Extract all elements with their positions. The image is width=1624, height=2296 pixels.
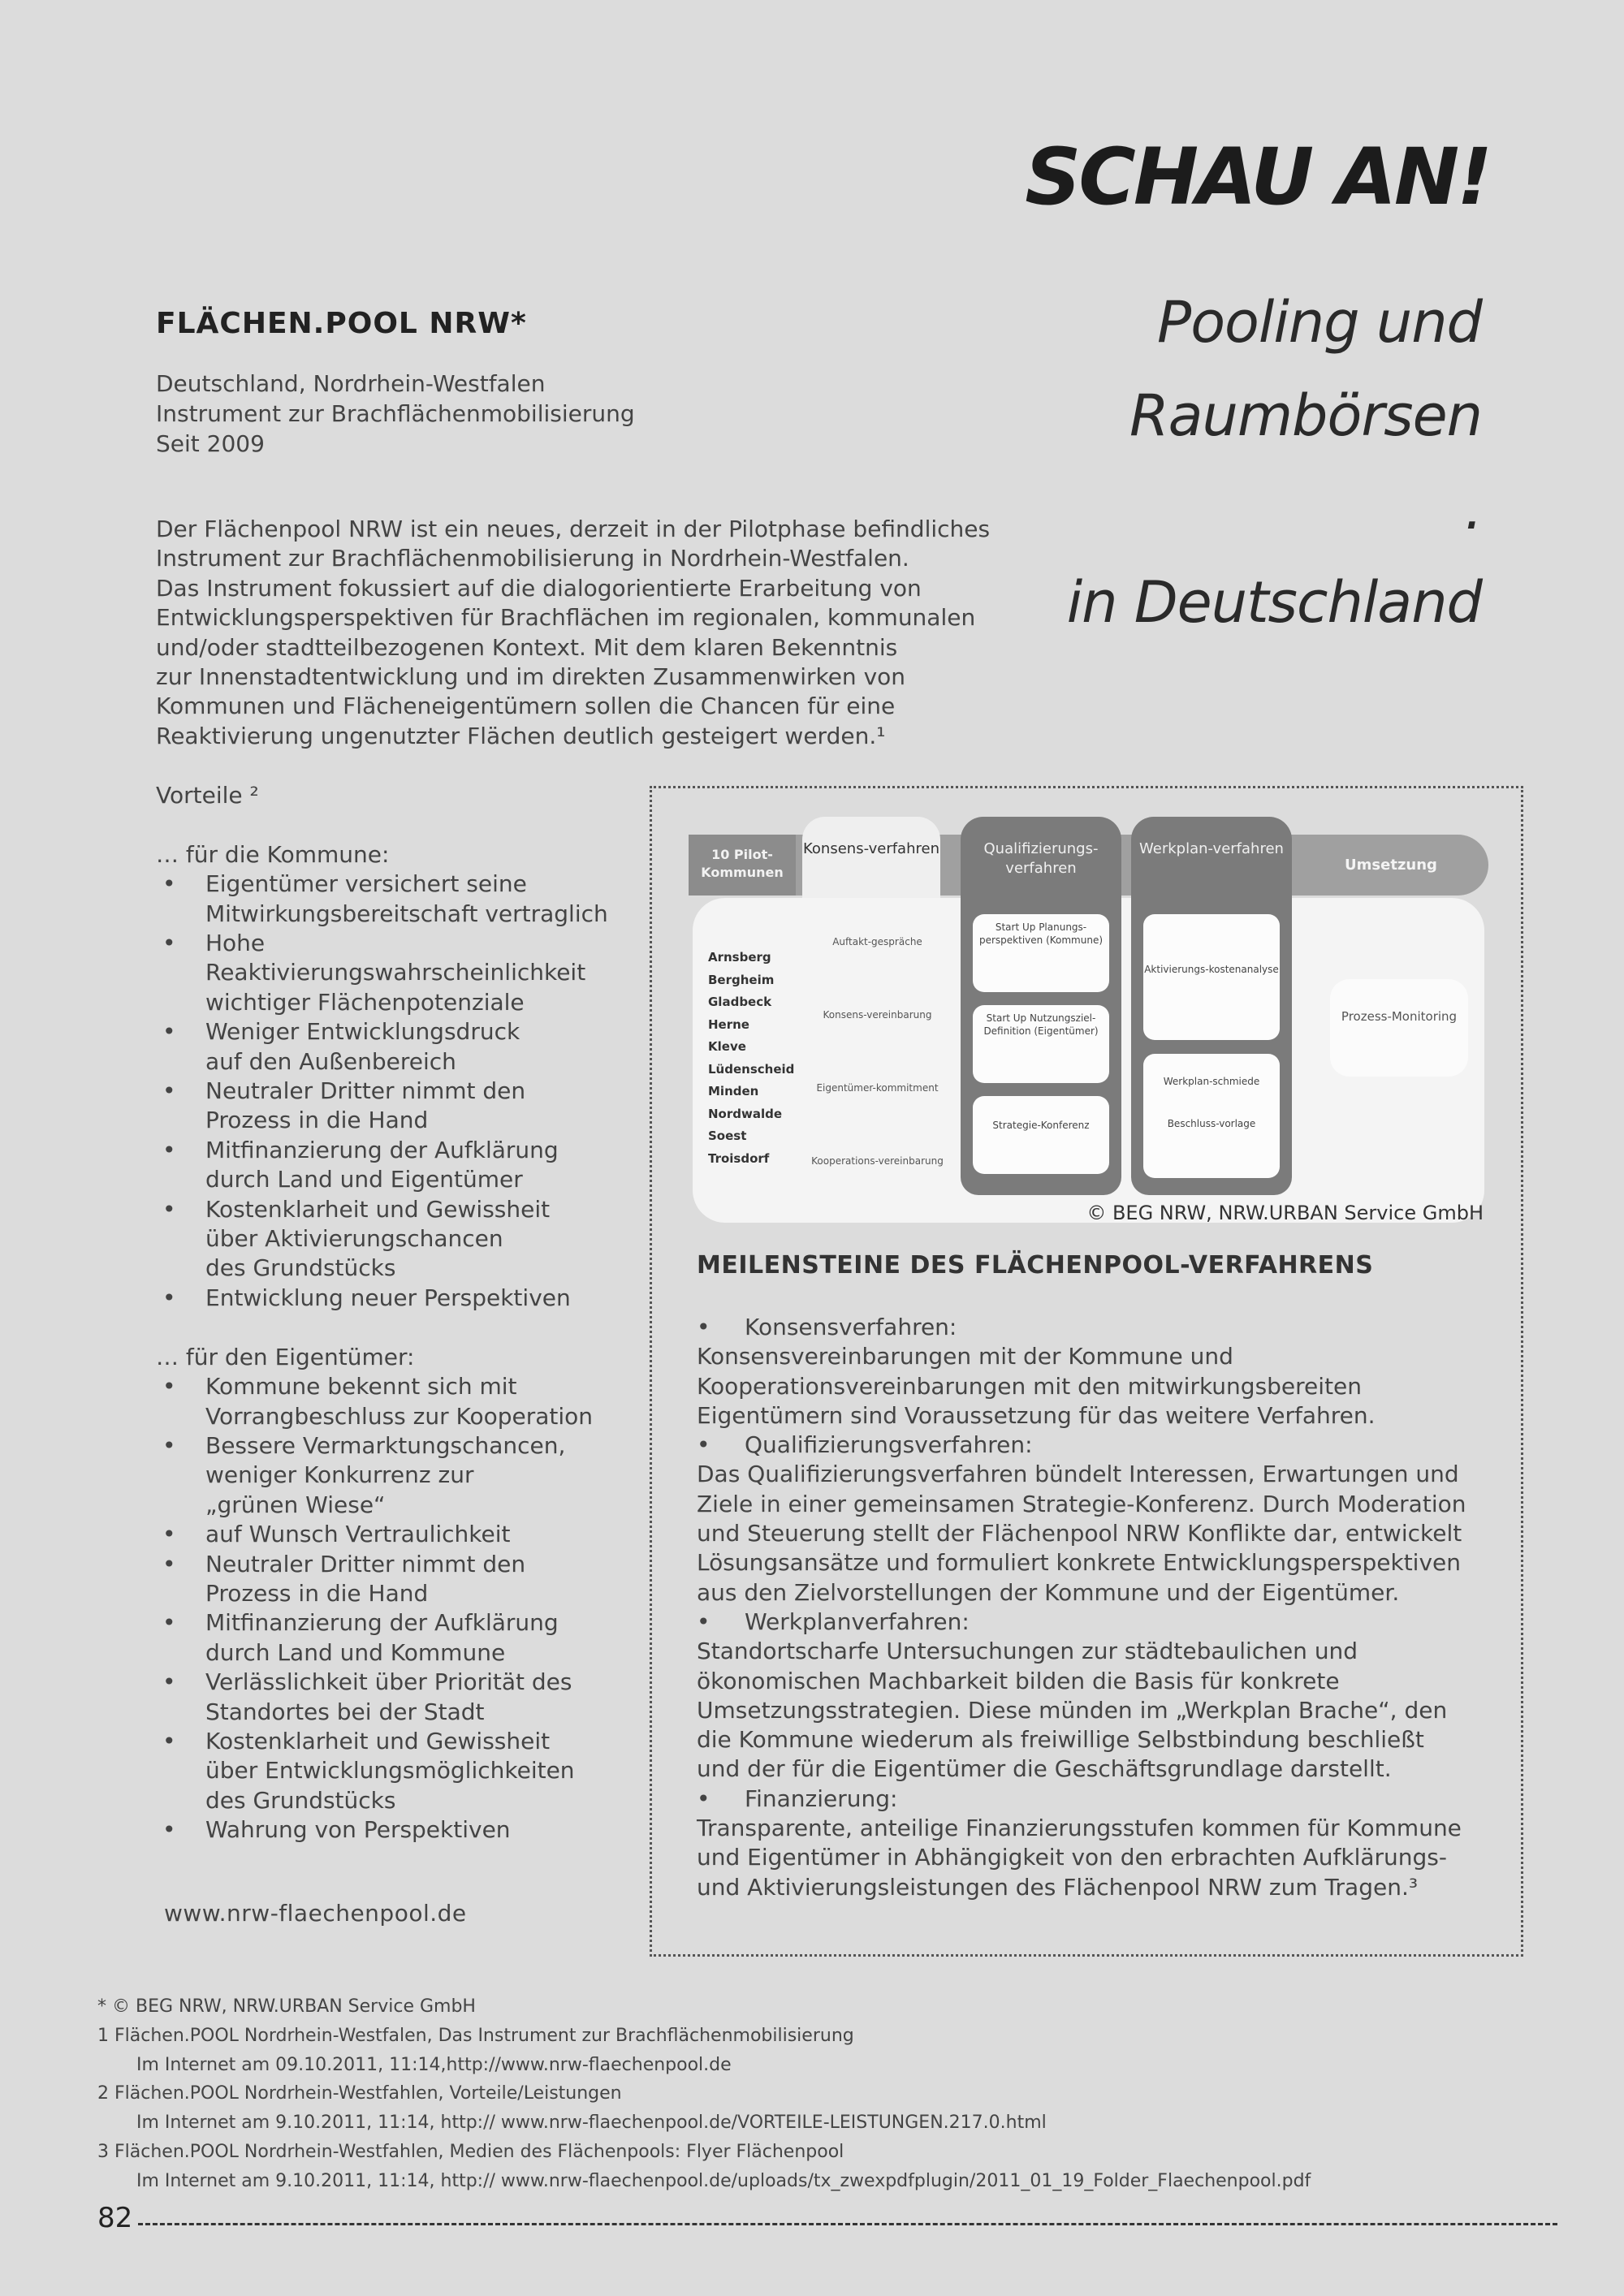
headline: SCHAU AN! — [1025, 132, 1490, 222]
advantage-line: des Grundstücks — [205, 1786, 396, 1814]
town: Bergheim — [708, 972, 775, 987]
footnote-line: 2 Flächen.POOL Nordrhein-Westfahlen, Vorteile/Leistungen — [97, 2083, 622, 2104]
town: Gladbeck — [708, 995, 772, 1009]
meta-line: Seit 2009 — [156, 430, 265, 457]
bullet-icon: • — [162, 1373, 176, 1400]
footnote-line: Im Internet am 09.10.2011, 11:14,http://www.nrw-flaechenpool.de — [136, 2054, 732, 2075]
intro-paragraph — [156, 515, 1049, 751]
kommune-heading: … für die Kommune: — [156, 840, 390, 868]
bullet-icon: • — [162, 1816, 176, 1844]
milestones-text — [697, 1313, 1501, 1902]
bullet-icon: • — [162, 1550, 176, 1577]
advantage-line: des Grundstücks — [205, 1254, 396, 1282]
milestone-line: Eigentümern sind Voraussetzung für das weitere Verfahren. — [697, 1401, 1376, 1429]
konsens-steps — [810, 922, 944, 1215]
pilot-header: 10 Pilot-Kommunen — [689, 835, 796, 896]
subtitle-line: Pooling und — [1157, 289, 1482, 356]
qualifizierung-step: Strategie-Konferenz — [973, 1096, 1109, 1174]
advantage-line: über Entwicklungsmöglichkeiten — [205, 1757, 575, 1785]
milestone-line: Ziele in einer gemeinsamen Strategie-Konferenz. Durch Moderation — [697, 1490, 1466, 1517]
town: Kleve — [708, 1039, 746, 1054]
eigentuemer-heading: … für den Eigentümer: — [156, 1343, 415, 1370]
bullet-icon: • — [162, 1668, 176, 1696]
advantage-line: wichtiger Flächenpotenziale — [205, 988, 525, 1016]
konsens-header: Konsens-verfahren — [802, 817, 940, 898]
advantage-line: Reaktivierungswahrscheinlichkeit — [205, 959, 586, 986]
advantage-line: Kostenklarheit und Gewissheit — [205, 1727, 551, 1754]
qualifizierung-header: Qualifizierungs-verfahren — [961, 817, 1121, 898]
advantage-line: Vorrangbeschluss zur Kooperation — [205, 1402, 594, 1430]
advantage-item — [156, 929, 643, 1017]
bullet-icon: • — [162, 1136, 176, 1163]
intro-line: Entwicklungsperspektiven für Brachflächen im regionalen, kommunalen — [156, 604, 976, 632]
advantage-item — [156, 870, 643, 929]
advantage-line: über Aktivierungschancen — [205, 1225, 503, 1253]
advantage-item — [156, 1815, 643, 1845]
milestone-line: und Aktivierungsleistungen des Flächenpool NRW zum Tragen.³ — [697, 1873, 1419, 1901]
bullet-icon: • — [697, 1608, 710, 1635]
subtitle — [1067, 276, 1482, 650]
subtitle-line: Raumbörsen — [1129, 382, 1482, 449]
advantage-line: Bessere Vermarktungschancen, — [205, 1431, 566, 1459]
milestone-line: und Eigentümer in Abhängigkeit von den erbrachten Aufklärungs- — [697, 1844, 1447, 1871]
bullet-icon: • — [162, 1727, 176, 1754]
kommune-list — [156, 870, 643, 1313]
advantage-line: Wahrung von Perspektiven — [205, 1816, 511, 1844]
advantage-line: Kostenklarheit und Gewissheit — [205, 1195, 551, 1223]
bullet-icon: • — [162, 1284, 176, 1311]
qualifizierung-step: Start Up Planungs-perspektiven (Kommune) — [973, 914, 1109, 992]
bullet-icon: • — [162, 930, 176, 957]
werkplan-step: Werkplan-schmiede — [1143, 1054, 1280, 1111]
advantage-item — [156, 1077, 643, 1136]
advantage-item — [156, 1550, 643, 1609]
advantage-item — [156, 1727, 643, 1815]
milestone-line: Lösungsansätze und formuliert konkrete Entwicklungsperspektiven — [697, 1549, 1461, 1577]
advantage-line: Mitwirkungsbereitschaft vertraglich — [205, 900, 608, 927]
bullet-icon: • — [697, 1785, 710, 1812]
meta-line: Deutschland, Nordrhein-Westfalen — [156, 370, 546, 397]
diagram-credit: © BEG NRW, NRW.URBAN Service GmbH — [1086, 1202, 1484, 1224]
town: Lüdenscheid — [708, 1061, 795, 1077]
milestone-line: Standortscharfe Untersuchungen zur städtebaulichen und — [697, 1638, 1358, 1665]
advantage-item — [156, 1284, 643, 1313]
umsetzung-header: Umsetzung — [1345, 857, 1437, 874]
bullet-icon: • — [697, 1431, 710, 1459]
milestone-label-text: Konsensverfahren: — [745, 1314, 957, 1340]
milestone-label-text: Qualifizierungsverfahren: — [745, 1431, 1033, 1459]
advantage-line: Prozess in die Hand — [205, 1579, 429, 1607]
advantage-item — [156, 1017, 643, 1077]
footnote-line: 1 Flächen.POOL Nordrhein-Westfalen, Das Instrument zur Brachflächenmobilisierung — [97, 2025, 854, 2046]
advantage-line: Entwicklung neuer Perspektiven — [205, 1284, 571, 1311]
konsens-step: Konsens-vereinbarung — [823, 1009, 932, 1021]
advantage-line: Neutraler Dritter nimmt den — [205, 1550, 526, 1577]
konsens-step: Kooperations-vereinbarung — [811, 1155, 944, 1167]
town: Nordwalde — [708, 1106, 783, 1121]
page-number: 82 — [97, 2202, 133, 2234]
milestone-label — [697, 1431, 1501, 1460]
intro-line: zur Innenstadtentwicklung und im direkten Zusammenwirken von — [156, 663, 906, 691]
footnote-line: Im Internet am 9.10.2011, 11:14, http:// www.nrw-flaechenpool.de/uploads/tx_zwexpdfplugin/2011_01_19_Folder_Flaechenpool.pdf — [136, 2170, 1311, 2191]
bullet-icon: • — [162, 870, 176, 898]
town: Minden — [708, 1084, 759, 1098]
konsens-step: Eigentümer-kommitment — [816, 1082, 939, 1094]
milestone-line: Das Qualifizierungsverfahren bündelt Interessen, Erwartungen und — [697, 1461, 1459, 1488]
werkplan-step: Beschluss-vorlage — [1143, 1109, 1280, 1178]
advantage-line: auf Wunsch Vertraulichkeit — [205, 1521, 511, 1548]
subtitle-line: . — [1464, 476, 1482, 542]
werkplan-header: Werkplan-verfahren — [1131, 817, 1292, 898]
milestone-line: Umsetzungsstrategien. Diese münden im „Werkplan Brache“, den — [697, 1696, 1448, 1724]
advantage-line: Neutraler Dritter nimmt den — [205, 1077, 526, 1105]
qualifizierung-step: Start Up Nutzungsziel-Definition (Eigentümer) — [973, 1005, 1109, 1083]
werkplan-step: Aktivierungs-kostenanalyse — [1143, 914, 1280, 1040]
town: Soest — [708, 1129, 747, 1143]
advantage-line: Weniger Entwicklungsdruck — [205, 1018, 520, 1046]
town: Troisdorf — [708, 1150, 770, 1166]
milestone-label — [697, 1785, 1501, 1814]
advantage-line: Hohe — [205, 930, 266, 957]
eigentuemer-list — [156, 1372, 643, 1845]
milestone-line: ökonomischen Machbarkeit bilden die Basis für konkrete — [697, 1667, 1340, 1694]
advantages-heading: Vorteile ² — [156, 782, 259, 809]
bullet-icon: • — [162, 1521, 176, 1548]
advantage-item — [156, 1372, 643, 1431]
bullet-icon: • — [162, 1431, 176, 1459]
advantage-item — [156, 1195, 643, 1284]
milestone-line: und der für die Eigentümer die Geschäftsgrundlage darstellt. — [697, 1755, 1392, 1783]
advantage-line: weniger Konkurrenz zur — [205, 1461, 474, 1489]
project-title: FLÄCHEN.POOL NRW* — [156, 307, 527, 340]
milestone-line: Kooperationsvereinbarungen mit den mitwirkungsbereiten — [697, 1372, 1363, 1400]
bullet-icon: • — [162, 1077, 176, 1105]
milestone-label — [697, 1313, 1501, 1342]
intro-line: Das Instrument fokussiert auf die dialogorientierte Erarbeitung von — [156, 574, 922, 602]
milestones-title: MEILENSTEINE DES FLÄCHENPOOL-VERFAHRENS — [697, 1251, 1374, 1280]
intro-line: Reaktivierung ungenutzter Flächen deutlich gesteigert werden.¹ — [156, 722, 886, 749]
advantage-line: Kommune bekennt sich mit — [205, 1373, 517, 1400]
advantage-item — [156, 1431, 643, 1520]
milestone-line: die Kommune wiederum als freiwillige Selbstbindung beschließt — [697, 1726, 1424, 1754]
intro-line: und/oder stadtteilbezogenen Kontext. Mit dem klaren Bekenntnis — [156, 633, 898, 661]
bullet-icon: • — [162, 1018, 176, 1046]
advantage-line: auf den Außenbereich — [205, 1047, 456, 1075]
advantage-line: Mitfinanzierung der Aufklärung — [205, 1609, 559, 1637]
milestone-label-text: Werkplanverfahren: — [745, 1608, 970, 1635]
bullet-icon: • — [162, 1609, 176, 1637]
milestone-line: Transparente, anteilige Finanzierungsstufen kommen für Kommune — [697, 1815, 1462, 1842]
intro-line: Der Flächenpool NRW ist ein neues, derzeit in der Pilotphase befindliches — [156, 516, 991, 542]
advantage-line: durch Land und Eigentümer — [205, 1166, 523, 1193]
milestone-line: und Steuerung stellt der Flächenpool NRW Konflikte dar, entwickelt — [697, 1520, 1462, 1547]
advantage-item — [156, 1136, 643, 1195]
advantage-item — [156, 1668, 643, 1727]
advantage-line: Eigentümer versichert seine — [205, 870, 527, 898]
advantage-item — [156, 1608, 643, 1668]
milestone-line: aus den Zielvorstellungen der Kommune und der Eigentümer. — [697, 1578, 1400, 1606]
process-diagram — [689, 817, 1488, 1223]
konsens-step: Auftakt-gespräche — [832, 936, 922, 947]
footnote-line: Im Internet am 9.10.2011, 11:14, http:// www.nrw-flaechenpool.de/VORTEILE-LEISTUNGEN.217.0.html — [136, 2113, 1047, 2134]
footer-rule — [138, 2223, 1557, 2225]
town: Herne — [708, 1016, 749, 1032]
town: Arnsberg — [708, 950, 771, 965]
milestone-label-text: Finanzierung: — [745, 1785, 898, 1812]
advantage-line: Verlässlichkeit über Priorität des — [205, 1668, 572, 1696]
intro-line: Instrument zur Brachflächenmobilisierung in Nordrhein-Westfalen. — [156, 545, 909, 572]
website-link[interactable]: www.nrw-flaechenpool.de — [164, 1900, 467, 1927]
footnote-line: 3 Flächen.POOL Nordrhein-Westfahlen, Medien des Flächenpools: Flyer Flächenpool — [97, 2141, 844, 2162]
advantage-line: Standortes bei der Stadt — [205, 1698, 485, 1725]
advantage-line: „grünen Wiese“ — [205, 1491, 386, 1518]
process-monitoring: Prozess-Monitoring — [1330, 979, 1468, 1077]
project-meta — [156, 369, 635, 459]
advantages-column — [156, 781, 643, 1845]
bullet-icon: • — [162, 1195, 176, 1223]
meta-line: Instrument zur Brachflächenmobilisierung — [156, 400, 635, 427]
milestone-label — [697, 1608, 1501, 1637]
footnotes — [97, 1992, 1311, 2196]
footnote-line: * © BEG NRW, NRW.URBAN Service GmbH — [97, 1996, 476, 2017]
advantage-line: durch Land und Kommune — [205, 1638, 506, 1666]
intro-line: Kommunen und Flächeneigentümern sollen die Chancen für eine — [156, 693, 896, 720]
town-list — [708, 947, 794, 1170]
advantage-line: Prozess in die Hand — [205, 1107, 429, 1134]
milestone-line: Konsensvereinbarungen mit der Kommune und — [697, 1343, 1233, 1370]
bullet-icon: • — [697, 1314, 710, 1340]
subtitle-line: in Deutschland — [1066, 569, 1482, 636]
advantage-item — [156, 1520, 643, 1549]
advantage-line: Mitfinanzierung der Aufklärung — [205, 1136, 559, 1163]
